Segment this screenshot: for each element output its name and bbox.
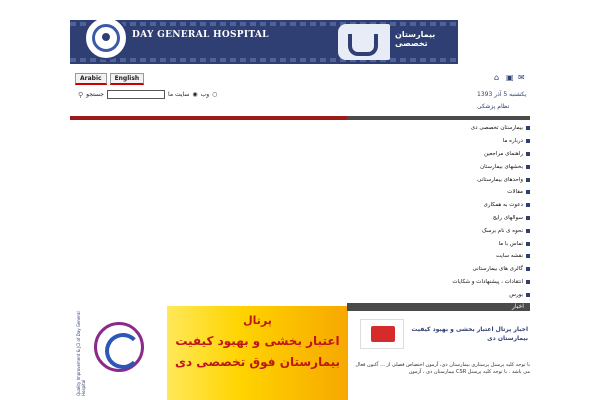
banner-stripe-bottom — [70, 58, 458, 62]
content-divider-red — [70, 116, 347, 120]
news-label[interactable]: اخبار — [512, 303, 524, 310]
menu-item-label: تماس با ما — [498, 240, 523, 247]
current-date: یکشنبه 5 آذر 1393 — [477, 91, 527, 98]
bullet-icon — [526, 216, 530, 220]
menu-item[interactable] — [430, 224, 530, 237]
bullet-icon — [526, 293, 530, 297]
news-title[interactable]: اخبار پرتال اعتبار بخشی و بهبود کیفیت بیمارستان دی — [411, 326, 528, 342]
menu-item-label: بیمارستان تخصصی دی — [470, 125, 523, 132]
main-menu — [430, 122, 530, 301]
menu-item[interactable] — [430, 122, 530, 135]
menu-item-label: مقالات — [507, 189, 523, 196]
menu-item[interactable] — [430, 173, 530, 186]
menu-item-label: بخشهای بیمارستان — [480, 163, 523, 170]
news-header-bar — [347, 303, 530, 311]
bullet-icon — [526, 229, 530, 233]
menu-item[interactable] — [430, 199, 530, 212]
logo-dot — [102, 33, 110, 41]
portal-logo-text: Quality Improvement & JCI of Day General Hospital — [76, 311, 86, 396]
menu-item[interactable] — [430, 237, 530, 250]
bullet-icon — [526, 178, 530, 182]
content-divider-gray — [347, 116, 530, 120]
sitemap-icon[interactable]: ▣ — [506, 73, 514, 82]
news-thumbnail[interactable] — [360, 319, 404, 349]
portal-line-1: پرتال — [243, 314, 272, 327]
bullet-icon — [526, 267, 530, 271]
radio-web-icon[interactable]: ○ — [212, 91, 218, 98]
header-banner — [70, 20, 458, 64]
language-bar — [75, 73, 144, 85]
search-button[interactable]: جستجو — [86, 91, 104, 98]
bullet-icon — [526, 280, 530, 284]
bullet-icon — [526, 190, 530, 194]
bullet-icon — [526, 254, 530, 258]
hospital-logo — [84, 20, 128, 60]
menu-item-label: درباره ما — [502, 138, 523, 145]
search-row — [78, 90, 217, 99]
portal-banner[interactable] — [72, 306, 348, 400]
portal-text — [167, 310, 348, 373]
mail-icon[interactable]: ✉ — [518, 73, 525, 82]
menu-item-label: نقشه سایت — [495, 253, 523, 260]
search-option-web[interactable]: وب — [200, 91, 210, 98]
bullet-icon — [526, 203, 530, 207]
arabic-button[interactable]: Arabic — [75, 73, 107, 85]
news-body: با توجه کلیه پرسنل پرستاری بیمارستان دی، آزمون اختصاص فصلی از ... آکنون فعال می باشد . با توجه کلیه پرسنل CSR بیمارستان دی ، آزمون — [355, 362, 530, 375]
menu-item[interactable] — [430, 135, 530, 148]
medical-council-link[interactable]: نظام پزشکی — [477, 103, 510, 110]
search-input[interactable] — [107, 90, 165, 99]
menu-item-label: راهنمای مراجعین — [483, 150, 523, 157]
menu-item-label: انتقادات ، پیشنهادات و شکایات — [452, 278, 523, 285]
menu-item-label: گالری های بیمارستانی — [472, 266, 523, 273]
search-option-site[interactable]: سایت ما — [168, 91, 190, 98]
radio-site-icon[interactable]: ◉ — [192, 91, 198, 98]
menu-item[interactable] — [430, 276, 530, 289]
bullet-icon — [526, 165, 530, 169]
bullet-icon — [526, 242, 530, 246]
menu-item[interactable] — [430, 148, 530, 161]
menu-item[interactable] — [430, 212, 530, 225]
menu-item-label: نحوه ی نام برسک — [481, 227, 523, 234]
bullet-icon — [526, 139, 530, 143]
menu-item[interactable] — [430, 263, 530, 276]
banner-mark-logo — [338, 24, 390, 60]
bullet-icon — [526, 126, 530, 130]
banner-persian-title: بیمارستان تخصصی — [395, 30, 436, 48]
menu-item[interactable] — [430, 160, 530, 173]
menu-item[interactable] — [430, 288, 530, 301]
menu-item-label: واحدهای بیمارستانی — [477, 176, 523, 183]
portal-line-2: اعتبار بخشی و بهبود کیفیت — [175, 334, 340, 348]
top-icons — [494, 74, 526, 82]
menu-item-label: دعوت به همکاری — [483, 202, 523, 209]
portal-line-3: بیمارستان فوق تخصصی دی — [174, 355, 341, 369]
menu-item-label: سوالهای رایج — [492, 214, 523, 221]
menu-item[interactable] — [430, 186, 530, 199]
quality-logo — [94, 322, 144, 372]
menu-item[interactable] — [430, 250, 530, 263]
home-icon[interactable]: ⌂ — [494, 73, 500, 82]
banner-english-title: DAY GENERAL HOSPITAL — [132, 30, 269, 40]
banner-stripe-top — [70, 22, 458, 26]
search-icon[interactable]: ⚲ — [78, 90, 84, 99]
menu-item-label: بورس — [509, 291, 523, 298]
english-button[interactable]: English — [110, 73, 145, 85]
bullet-icon — [526, 152, 530, 156]
